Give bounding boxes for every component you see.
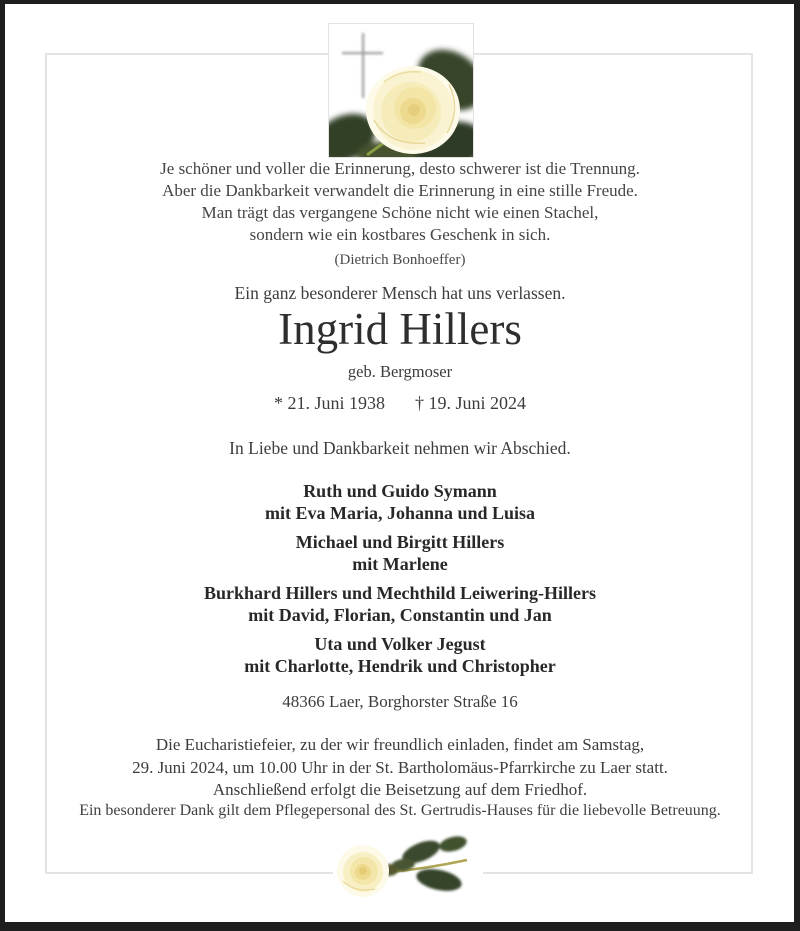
- mourner-names: Uta und Volker Jegust: [314, 634, 486, 654]
- memorial-quote: [0, 158, 800, 271]
- life-dates: [0, 393, 800, 414]
- maiden-name: geb. Bergmoser: [347, 362, 453, 381]
- service-line: Anschließend erfolgt die Beisetzung auf dem Friedhof.: [212, 780, 588, 799]
- service-line: 29. Juni 2024, um 10.00 Uhr in der St. Bartholomäus-Pfarrkirche zu Laer statt.: [132, 757, 668, 777]
- mourners-list: [0, 480, 800, 684]
- mourner-names: Michael und Birgitt Hillers: [295, 532, 505, 552]
- mourner-names: Ruth und Guido Symann: [303, 481, 497, 501]
- rose-icon: [366, 66, 460, 154]
- address-line: 48366 Laer, Borghorster Straße 16: [282, 692, 518, 711]
- thanks-line: Ein besonderer Dank gilt dem Pflegepersonal des St. Gertrudis-Hauses für die liebevolle Betreuung.: [79, 802, 721, 819]
- farewell-line: In Liebe und Dankbarkeit nehmen wir Abschied.: [229, 438, 571, 458]
- rose-cross-illustration: [329, 24, 473, 157]
- mourner-children: mit Marlene: [352, 554, 448, 574]
- service-info: [0, 734, 800, 802]
- leaf-shapes: [380, 834, 468, 895]
- intro-line: Ein ganz besonderer Mensch hat uns verlassen.: [234, 283, 566, 303]
- lying-rose-illustration: [333, 831, 483, 905]
- mourner-group: [0, 582, 800, 626]
- mourner-group: [0, 480, 800, 524]
- mourner-group: [0, 531, 800, 575]
- bottom-photo-rose: [333, 831, 483, 905]
- mourner-names: Burkhard Hillers und Mechthild Leiwering-Hillers: [203, 583, 596, 603]
- death-date: † 19. Juni 2024: [415, 393, 527, 413]
- mourner-children: mit Charlotte, Hendrik und Christopher: [244, 656, 556, 676]
- quote-attribution: (Dietrich Bonhoeffer): [334, 252, 466, 268]
- rose-icon: [337, 845, 389, 897]
- quote-line: sondern wie ein kostbares Geschenk in sich.: [249, 225, 551, 244]
- mourner-children: mit Eva Maria, Johanna und Luisa: [264, 503, 536, 523]
- mourner-children: mit David, Florian, Constantin und Jan: [248, 605, 552, 625]
- mourner-group: [0, 633, 800, 677]
- service-line: Die Eucharistiefeier, zu der wir freundlich einladen, findet am Samstag,: [155, 735, 645, 754]
- birth-date: * 21. Juni 1938: [273, 393, 385, 413]
- deceased-name: Ingrid Hillers: [278, 304, 522, 354]
- quote-line: Man trägt das vergangene Schöne nicht wie einen Stachel,: [201, 203, 599, 222]
- quote-line: Je schöner und voller die Erinnerung, desto schwerer ist die Trennung.: [160, 159, 640, 178]
- quote-line: Aber die Dankbarkeit verwandelt die Erinnerung in eine stille Freude.: [162, 181, 638, 200]
- top-photo-rose-cross: [328, 23, 474, 158]
